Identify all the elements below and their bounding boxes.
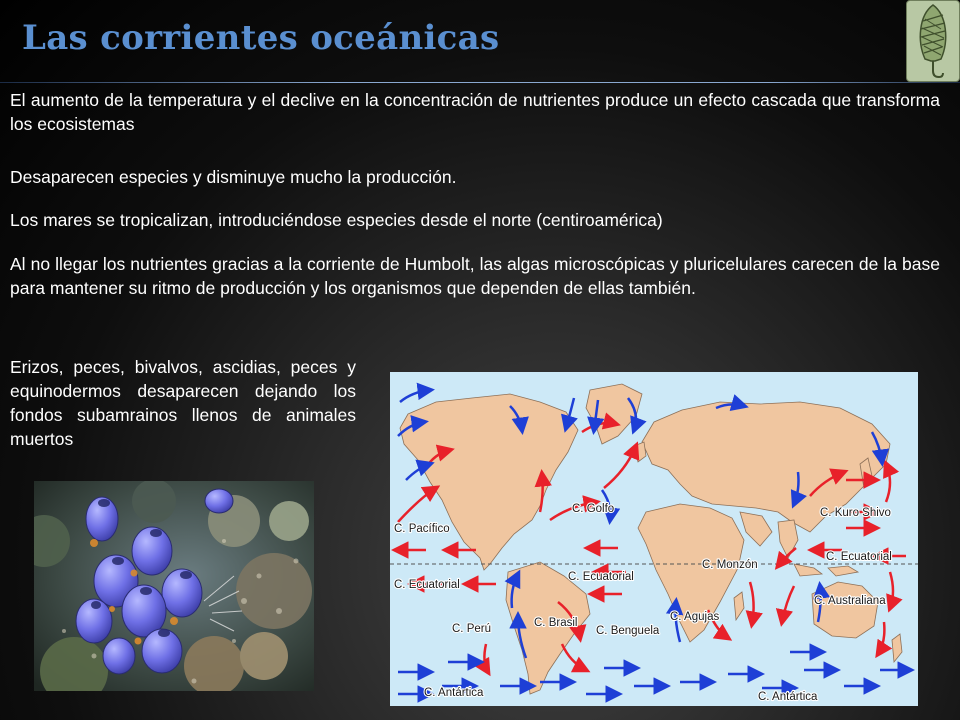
current-label-pacifico: C. Pacífico: [394, 523, 450, 535]
warm-current-arrow: [484, 644, 488, 672]
paragraph-cascade-effect: El aumento de la temperatura y el declive en la concentración de nutrientes produce un efecto cascada que transforma los ecosistemas: [10, 90, 940, 134]
australia-landmass: [812, 582, 878, 638]
current-label-benguela: C. Benguela: [596, 625, 660, 637]
new-zealand-landmass: [892, 634, 902, 662]
warm-current-arrow: [890, 572, 893, 608]
current-label-peru: C. Perú: [452, 623, 491, 635]
uk-landmass: [634, 442, 646, 462]
current-label-monzon: C. Monzón: [702, 559, 758, 571]
slide-title: Las corrientes oceánicas: [22, 18, 500, 58]
pine-cone-logo-icon: [906, 0, 960, 82]
warm-current-arrow: [604, 446, 636, 488]
cold-current-arrow: [400, 390, 430, 402]
paragraph-dead-seafloor: Erizos, peces, bivalvos, ascidias, peces y equinodermos desaparecen dejando los fondos subamrainos llenos de animales muertos: [10, 357, 356, 449]
indonesia-landmass: [794, 564, 858, 576]
current-label-agujas: C. Agujas: [670, 611, 720, 623]
warm-current-arrow: [782, 586, 794, 622]
current-label-golfo: C. Golfo: [572, 503, 615, 515]
current-label-ecuatorial-west: C. Ecuatorial: [394, 579, 460, 591]
tunicates-photo: [34, 481, 314, 691]
current-label-kuro-shivo: C. Kuro Shivo: [820, 507, 891, 519]
warm-current-arrow: [878, 622, 884, 654]
current-label-antartica-west: C. Antártica: [424, 687, 484, 699]
greenland-landmass: [586, 384, 642, 444]
current-label-australiana: C. Australiana: [814, 595, 886, 607]
warm-current-arrow: [750, 582, 754, 624]
current-label-antartica-east: C. Antártica: [758, 691, 818, 703]
current-label-ecuatorial-east: C. Ecuatorial: [826, 551, 892, 563]
warm-current-arrow: [398, 488, 436, 522]
warm-current-arrow: [886, 464, 890, 502]
title-divider: [0, 82, 960, 83]
current-label-ecuatorial-atlantic: C. Ecuatorial: [568, 571, 634, 583]
paragraph-tropicalization: Los mares se tropicalizan, introduciéndose especies desde el norte (centiroamérica): [10, 210, 663, 230]
current-label-brasil: C. Brasil: [534, 617, 578, 629]
madagascar-landmass: [734, 592, 744, 620]
ocean-currents-map: [390, 372, 918, 706]
warm-current-arrow: [562, 644, 586, 670]
paragraph-humboldt-nutrients: Al no llegar los nutrientes gracias a la corriente de Humbolt, las algas microscópicas y pluricelulares carecen de la base para mantener su ritmo de producción y los organismos que dependen de ellas también.: [10, 254, 940, 298]
paragraph-species-loss: Desaparecen especies y disminuye mucho la producción.: [10, 167, 457, 187]
north-america-landmass: [400, 394, 578, 570]
